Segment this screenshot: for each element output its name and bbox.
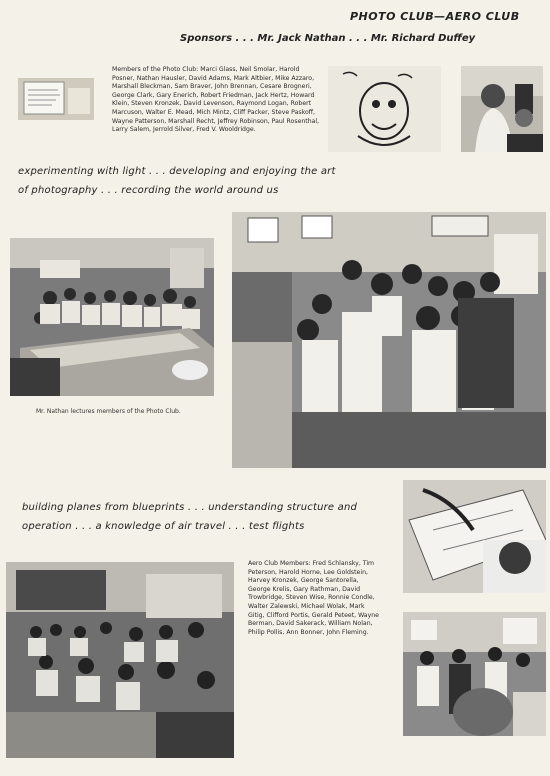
- page-title: PHOTO CLUB—AERO CLUB: [350, 10, 520, 23]
- aero-club-tagline: building planes from blueprints . . . understanding structure and operation . . . a knowledge of air travel . . . test flights: [22, 502, 358, 532]
- photo-card-sign: [18, 78, 94, 120]
- photo-aero-workshop: [403, 612, 546, 736]
- sponsors-line: Sponsors . . . Mr. Jack Nathan . . . Mr. Richard Duffey: [180, 33, 476, 44]
- photo-lecture: [10, 238, 214, 396]
- photo-blueprint-drawing: [403, 480, 546, 593]
- lecture-caption: Mr. Nathan lectures members of the Photo Club.: [36, 408, 181, 415]
- photo-club-tagline: experimenting with light . . . developing and enjoying the art of photography . . . recording the world around us: [18, 166, 336, 196]
- aero-club-members: Aero Club Members: Fred Schlansky, Tim Peterson, Harold Horne, Lee Goldstein, Harvey Kronzek, George Santorella, George Krelis, Gary Rathman, David Trowbridge, Steven Wise, Ronnie Condle, Walter Zalewski, Michael Wolak, Mark Gitig, Clifford Portis, Gerald Peteet, Wayne Berman, David Sakerack, William Nolan, Philip Pollis, Ann Bonner, John Fleming.: [248, 560, 379, 636]
- photo-cartoon-drawing: [328, 66, 441, 152]
- photo-enlarger: [461, 66, 543, 152]
- photo-aero-classroom: [6, 562, 234, 758]
- photo-photo-club-group: [232, 212, 546, 468]
- photo-club-members: Members of the Photo Club: Marci Glass, Neil Smolar, Harold Posner, Nathan Hausler, David Adams, Mark Altbier, Mike Azzaro, Marshall Bleckman, Sam Braver, John Brennan, Cesare Brogneri, George Clark, Gary Enerich, Robert Friedman, Jack Hertz, Howard Klein, Steven Kronzek, David Levenson, Raymond Logan, Robert Marcuson, Walter E. Mead, Mich Mintz, Cliff Packer, Steve Paskoff, Wayne Patterson, Marshall Recht, Jeffrey Robinson, Paul Rosenthal, Larry Salem, Jerrold Silver, Fred V. Wooldridge.: [112, 66, 320, 134]
